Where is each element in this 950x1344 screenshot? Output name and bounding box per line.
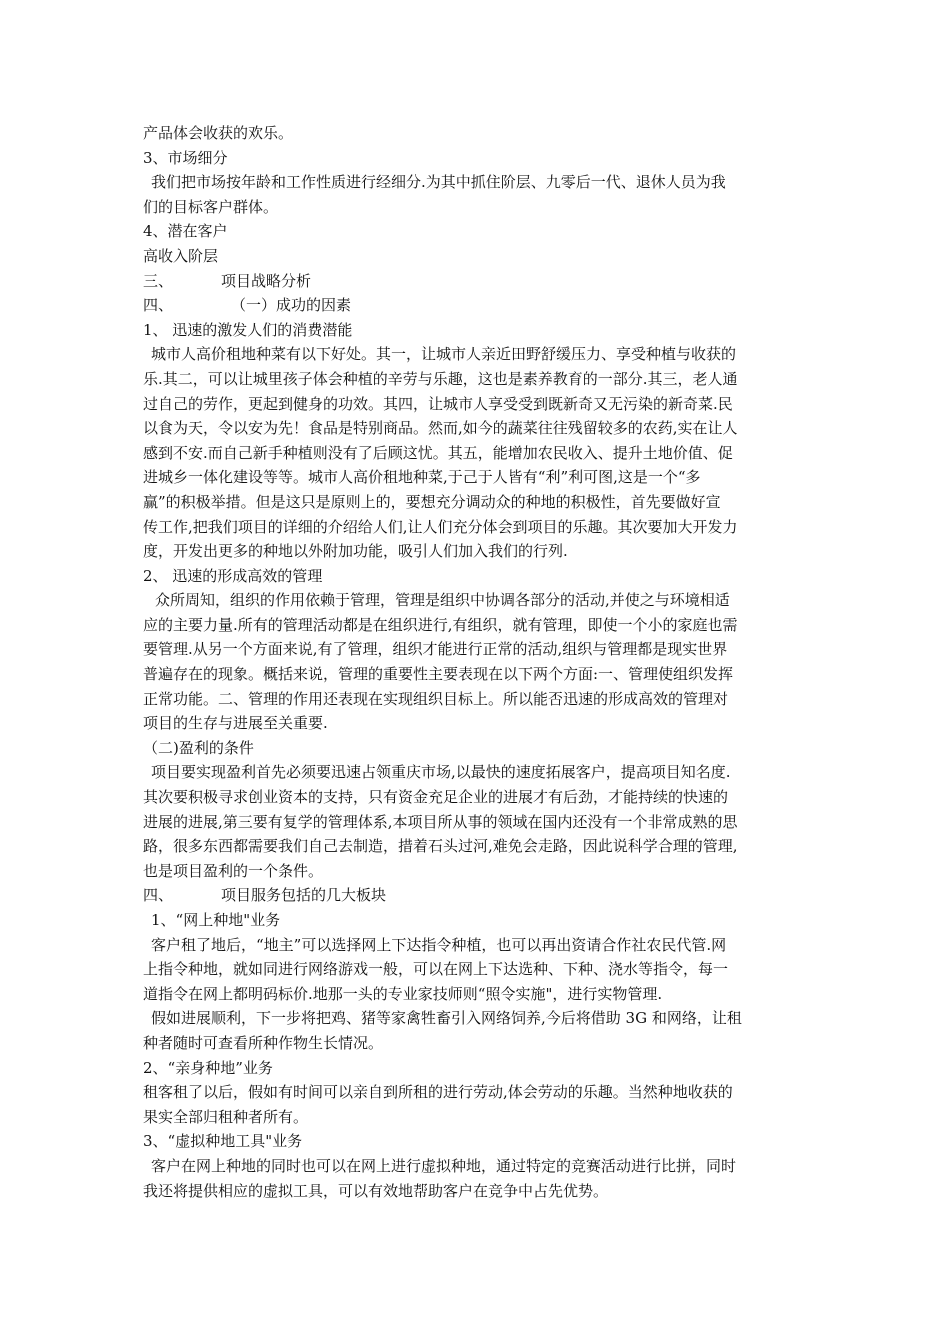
text-line: 普遍存在的现象。概括来说，管理的重要性主要表现在以下两个方面:一、管理使组织发挥 (143, 665, 734, 684)
text-line: 果实全部归租种者所有。 (143, 1107, 309, 1126)
text-line: 度，开发出更多的种地以外附加功能，吸引人们加入我们的行列. (143, 542, 568, 561)
section-heading: 4、潜在客户 (143, 222, 228, 241)
text-line: 道指令在网上都明码标价.地那一头的专业家技师则“照令实施"，进行实物管理. (143, 984, 663, 1003)
text-line: 路，很多东西都需要我们自己去制造，措着石头过河,难免会走路，因此说科学合理的管理, (143, 837, 738, 856)
chapter-number: 四、 (143, 296, 174, 315)
text-line: 进展的进展,第三要有复学的管理体系,本项目所从事的领域在国内还没有一个非常成熟的思 (143, 812, 738, 831)
text-line: 进城乡一体化建设等等。城市人高价租地种菜,于己于人皆有“利”利可图,这是一个“多 (143, 468, 701, 487)
chapter-heading (143, 269, 809, 294)
text-line: 传工作,把我们项目的详细的介绍给人们,让人们充分体会到项目的乐趣。其次要加大开发力 (143, 517, 738, 536)
text-line: 假如进展顺利，下一步将把鸡、猪等家禽牲畜引入网络饲养,今后将借助 3G 和网络，让租 (151, 1009, 742, 1028)
text-line: 上指令种地，就如同进行网络游戏一般，可以在网上下达选种、下种、浇水等指令，每一 (143, 960, 729, 979)
section-heading: 1、“网上种地"业务 (151, 911, 281, 929)
text-line: 租客租了以后，假如有时间可以亲自到所租的进行劳动,体会劳动的乐趣。当然种地收获的 (143, 1083, 733, 1102)
section-heading: 2、“亲身种地”业务 (143, 1058, 273, 1077)
section-heading: （二)盈利的条件 (143, 738, 254, 757)
chapter-title: 项目战略分析 (221, 271, 312, 290)
text-line: 客户在网上种地的同时也可以在网上进行虚拟种地，通过特定的竞赛活动进行比拼，同时 (151, 1156, 737, 1175)
text-line: 种者随时可查看所种作物生长情况。 (143, 1033, 384, 1052)
text-line: 项目的生存与进展至关重要. (143, 714, 328, 733)
text-line: 以食为天，令以安为先！食品是特别商品。然而,如今的蔬菜往往残留较多的农药,实在让人 (143, 419, 738, 438)
text-line: 乐.其二，可以让城里孩子体会种植的辛劳与乐趣，这也是素养教育的一部分.其三，老人通 (143, 369, 738, 388)
text-line: 城市人高价租地种菜有以下好处。其一，让城市人亲近田野舒缓压力、享受种植与收获的 (151, 345, 737, 364)
text-line: 感到不安.而自己新手种植则没有了后顾这忧。其五，能增加农民收入、提升土地价值、促 (143, 443, 733, 462)
section-heading: 3、“虚拟种地工具"业务 (143, 1132, 303, 1151)
text-line: 们的目标客户群体。 (143, 197, 279, 216)
text-line: 众所周知，组织的作用依赖于管理，管理是组织中协调各部分的活动,并使之与环境相适 (155, 591, 730, 610)
text-line: 要管理.从另一个方面来说,有了管理，组织才能进行正常的活动,组织与管理都是现实世界 (143, 640, 728, 659)
text-line: 也是项目盈利的一个条件。 (143, 861, 324, 880)
text-line: 正常功能。二、管理的作用还表现在实现组织目标上。所以能否迅速的形成高效的管理对 (143, 689, 729, 708)
text-line: 过自己的劳作，更起到健身的功效。其四，让城市人享受受到既新奇又无污染的新奇菜.民 (143, 394, 733, 413)
chapter-heading (143, 883, 809, 908)
text-line: 项目要实现盈利首先必须要迅速占领重庆市场,以最快的速度拓展客户，提高项目知名度. (151, 763, 731, 782)
chapter-number: 三、 (143, 271, 174, 290)
section-heading: 1、 迅速的激发人们的消费潜能 (143, 320, 353, 339)
text-line: 客户租了地后，“地主”可以选择网上下达指令种植，也可以再出资请合作社农民代管.网 (151, 935, 727, 954)
text-line: 其次要积极寻求创业资本的支持，只有资金充足企业的进展才有后劲，才能持续的快速的 (143, 788, 729, 807)
text-line: 产品体会收获的欢乐。 (143, 124, 294, 142)
text-line: 我还将提供相应的虚拟工具，可以有效地帮助客户在竞争中占先优势。 (143, 1181, 609, 1200)
text-line: 应的主要力量.所有的管理活动都是在组织进行,有组织，就有管理，即使一个小的家庭也需 (143, 615, 738, 634)
text-line: 我们把市场按年龄和工作性质进行经细分.为其中抓住阶层、九零后一代、退休人员为我 (151, 173, 726, 192)
text-line: 赢”的积极举措。但是这只是原则上的，要想充分调动众的种地的积极性，首先要做好宣 (143, 492, 721, 511)
section-heading: 2、 迅速的形成高效的管理 (143, 566, 323, 585)
document-page (143, 121, 809, 1203)
chapter-title: 项目服务包括的几大板块 (221, 886, 387, 905)
text-line: 高收入阶层 (143, 246, 219, 265)
section-heading: 3、市场细分 (143, 148, 228, 167)
chapter-title: （一）成功的因素 (231, 296, 352, 315)
chapter-heading (143, 293, 809, 318)
chapter-number: 四、 (143, 886, 174, 905)
